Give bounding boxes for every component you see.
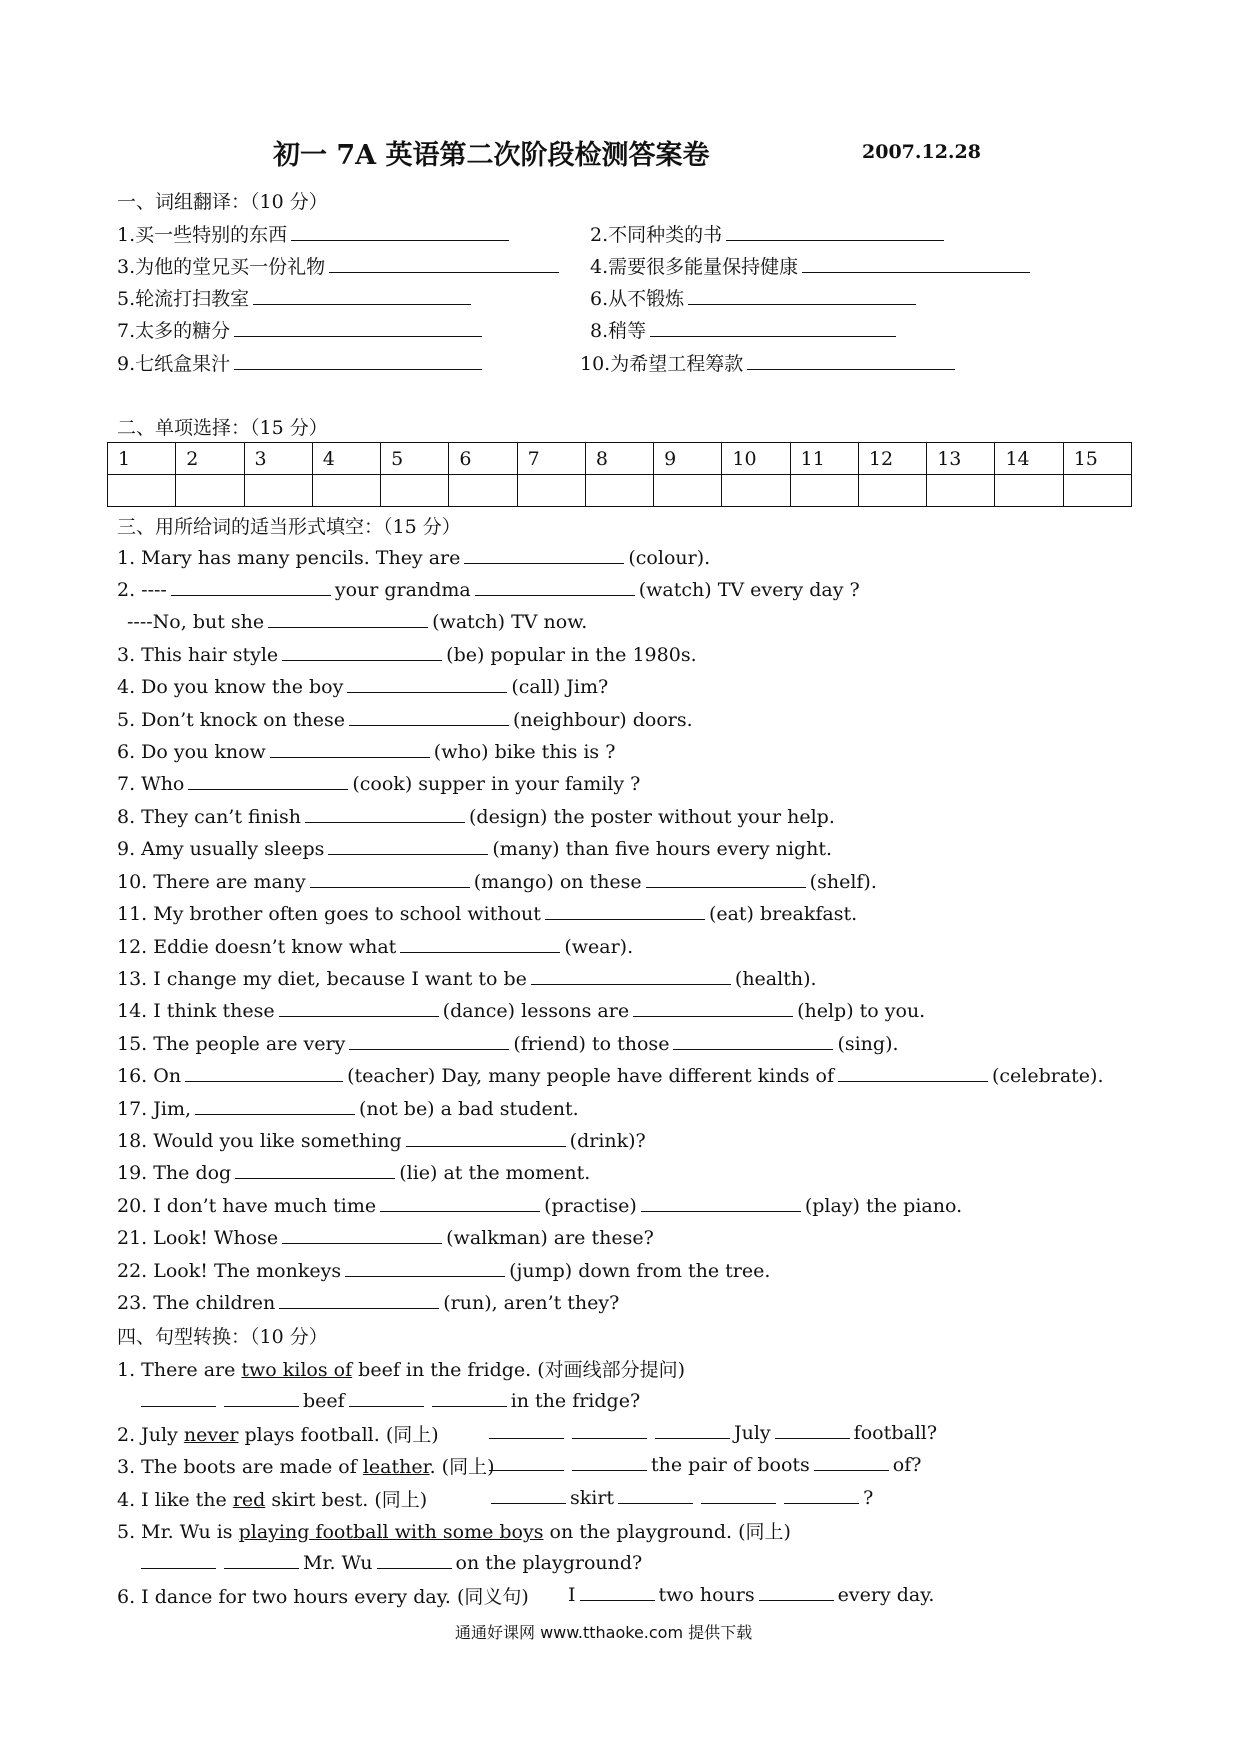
grid-number: 14: [995, 443, 1063, 475]
answer-blank[interactable]: [349, 707, 509, 726]
grid-answer-cell[interactable]: [108, 475, 176, 507]
answer-blank[interactable]: [282, 642, 442, 661]
grid-answer-cell[interactable]: [244, 475, 312, 507]
grid-number: 10: [722, 443, 790, 475]
answer-blank[interactable]: [282, 1225, 442, 1244]
grid-answer-row: [108, 475, 1132, 507]
fill-line: 3. This hair style (be) popular in the 1980s.: [117, 642, 697, 666]
section4-heading: 四、句型转换：（10 分）: [117, 1326, 328, 1348]
grid-answer-cell[interactable]: [858, 475, 926, 507]
answer-blank[interactable]: [141, 1388, 216, 1407]
exam-date: 2007.12.28: [862, 141, 981, 163]
section3-heading: 三、用所给词的适当形式填空：（15 分）: [117, 516, 461, 538]
answer-blank[interactable]: [759, 1582, 834, 1601]
fill-line: 17. Jim, (not be) a bad student.: [117, 1096, 579, 1120]
answer-blank[interactable]: [673, 1031, 833, 1050]
transform-question: 3. The boots are made of leather. (同上): [117, 1456, 495, 1478]
transform-question: 2. July never plays football. (同上): [117, 1424, 439, 1446]
fill-line: 23. The children (run), aren’t they?: [117, 1290, 619, 1314]
fill-line: 13. I change my diet, because I want to be (health).: [117, 966, 817, 990]
s1-item: 10.为希望工程筹款: [580, 349, 959, 376]
grid-number: 13: [927, 443, 995, 475]
s1-item: 5.轮流打扫教室: [117, 284, 475, 311]
answer-blank[interactable]: [655, 1420, 730, 1439]
answer-blank[interactable]: [329, 254, 559, 273]
grid-answer-cell[interactable]: [517, 475, 585, 507]
fill-line: 6. Do you know (who) bike this is ?: [117, 739, 615, 763]
grid-number: 5: [381, 443, 449, 475]
answer-blank[interactable]: [234, 351, 482, 370]
fill-line: 10. There are many (mango) on these (shelf).: [117, 869, 877, 893]
s1-item: 8.稍等: [590, 316, 900, 343]
s1-item: 3.为他的堂兄买一份礼物: [117, 252, 563, 279]
answer-blank[interactable]: [641, 1193, 801, 1212]
s1-item: 2.不同种类的书: [590, 220, 948, 247]
fill-line: 21. Look! Whose (walkman) are these?: [117, 1225, 654, 1249]
answer-blank[interactable]: [572, 1452, 647, 1471]
answer-blank[interactable]: [580, 1582, 655, 1601]
grid-answer-cell[interactable]: [995, 475, 1063, 507]
answer-blank[interactable]: [270, 739, 430, 758]
answer-blank[interactable]: [224, 1550, 299, 1569]
answer-blank[interactable]: [688, 286, 916, 305]
answer-blank[interactable]: [406, 1128, 566, 1147]
page-title: 初一 7A 英语第二次阶段检测答案卷: [273, 140, 710, 171]
answer-blank[interactable]: [400, 934, 560, 953]
answer-blank[interactable]: [491, 1485, 566, 1504]
answer-blank[interactable]: [464, 545, 624, 564]
grid-number: 3: [244, 443, 312, 475]
answer-blank[interactable]: [279, 998, 439, 1017]
grid-number: 8: [585, 443, 653, 475]
fill-line: 18. Would you like something (drink)?: [117, 1128, 646, 1152]
transform-answer: beef in the fridge?: [137, 1388, 640, 1412]
answer-blank[interactable]: [784, 1485, 859, 1504]
answer-blank[interactable]: [234, 318, 482, 337]
answer-blank[interactable]: [305, 804, 465, 823]
answer-blank[interactable]: [185, 1063, 343, 1082]
fill-line: 9. Amy usually sleeps (many) than five hours every night.: [117, 836, 832, 860]
answer-blank[interactable]: [291, 222, 509, 241]
transform-answer: skirt ?: [487, 1485, 873, 1509]
transform-question: 4. I like the red skirt best. (同上): [117, 1489, 428, 1511]
answer-blank[interactable]: [188, 771, 348, 790]
answer-blank[interactable]: [633, 998, 793, 1017]
fill-line: 16. On (teacher) Day, many people have different kinds of (celebrate).: [117, 1063, 1104, 1087]
grid-number: 15: [1063, 443, 1131, 475]
answer-blank[interactable]: [475, 577, 635, 596]
transform-question: 1. There are two kilos of beef in the fridge. (对画线部分提问): [117, 1359, 686, 1381]
answer-blank[interactable]: [650, 318, 896, 337]
fill-line: 4. Do you know the boy (call) Jim?: [117, 674, 608, 698]
fill-line: 8. They can’t finish (design) the poster without your help.: [117, 804, 835, 828]
section1-heading: 一、词组翻译：（10 分）: [117, 191, 328, 213]
fill-line: 20. I don’t have much time (practise) (play) the piano.: [117, 1193, 962, 1217]
s1-item: 7.太多的糖分: [117, 316, 486, 343]
answer-blank[interactable]: [377, 1550, 452, 1569]
answer-blank[interactable]: [775, 1420, 850, 1439]
s1-item: 6.从不锻炼: [590, 284, 920, 311]
answer-blank[interactable]: [345, 1258, 505, 1277]
answer-blank[interactable]: [726, 222, 944, 241]
answer-blank[interactable]: [545, 901, 705, 920]
answer-blank[interactable]: [349, 1031, 509, 1050]
s1-item: 9.七纸盒果汁: [117, 349, 486, 376]
answer-blank[interactable]: [814, 1452, 889, 1471]
answer-blank[interactable]: [279, 1290, 439, 1309]
answer-blank[interactable]: [268, 609, 428, 628]
answer-blank[interactable]: [195, 1096, 355, 1115]
answer-blank[interactable]: [253, 286, 471, 305]
answer-blank[interactable]: [489, 1420, 564, 1439]
grid-number: 9: [654, 443, 722, 475]
grid-answer-cell[interactable]: [654, 475, 722, 507]
transform-answer: the pair of boots of?: [485, 1452, 921, 1476]
grid-number: 11: [790, 443, 858, 475]
grid-answer-cell[interactable]: [722, 475, 790, 507]
answer-blank[interactable]: [380, 1193, 540, 1212]
answer-blank[interactable]: [747, 351, 955, 370]
fill-line: 2. ---- your grandma (watch) TV every day ?: [117, 577, 860, 601]
answer-blank[interactable]: [802, 254, 1030, 273]
s1-item: 4.需要很多能量保持健康: [590, 252, 1034, 279]
fill-line: 11. My brother often goes to school without (eat) breakfast.: [117, 901, 857, 925]
answer-blank[interactable]: [572, 1420, 647, 1439]
grid-answer-cell[interactable]: [927, 475, 995, 507]
answer-blank[interactable]: [171, 577, 331, 596]
fill-line: 12. Eddie doesn’t know what (wear).: [117, 934, 633, 958]
footer-source: 通通好课网 www.tthaoke.com 提供下载: [455, 1623, 753, 1642]
answer-blank[interactable]: [235, 1160, 395, 1179]
fill-line: 7. Who (cook) supper in your family ?: [117, 771, 640, 795]
grid-answer-cell[interactable]: [449, 475, 517, 507]
answer-blank[interactable]: [224, 1388, 299, 1407]
grid-number-row: [108, 443, 1132, 475]
fill-line: ----No, but she (watch) TV now.: [127, 609, 587, 633]
fill-line: 5. Don’t knock on these (neighbour) doors.: [117, 707, 693, 731]
grid-number: 4: [312, 443, 380, 475]
answer-blank[interactable]: [310, 869, 470, 888]
fill-line: 19. The dog (lie) at the moment.: [117, 1160, 590, 1184]
transform-question: 6. I dance for two hours every day. (同义句): [117, 1586, 529, 1608]
grid-number: 6: [449, 443, 517, 475]
grid-number: 1: [108, 443, 176, 475]
transform-question: 5. Mr. Wu is playing football with some boys on the playground. (同上): [117, 1521, 791, 1543]
answer-blank[interactable]: [489, 1452, 564, 1471]
answer-blank[interactable]: [349, 1388, 424, 1407]
grid-answer-cell[interactable]: [312, 475, 380, 507]
answer-blank[interactable]: [701, 1485, 776, 1504]
answer-grid: [107, 442, 1132, 507]
fill-line: 1. Mary has many pencils. They are (colour).: [117, 545, 710, 569]
answer-blank[interactable]: [328, 836, 488, 855]
grid-answer-cell[interactable]: [1063, 475, 1131, 507]
answer-blank[interactable]: [141, 1550, 216, 1569]
grid-answer-cell[interactable]: [585, 475, 653, 507]
answer-blank[interactable]: [347, 674, 507, 693]
answer-blank[interactable]: [618, 1485, 693, 1504]
transform-answer: July football?: [485, 1420, 937, 1444]
fill-line: 22. Look! The monkeys (jump) down from the tree.: [117, 1258, 770, 1282]
answer-blank[interactable]: [646, 869, 806, 888]
transform-answer: Mr. Wu on the playground?: [137, 1550, 642, 1574]
grid-answer-cell[interactable]: [176, 475, 244, 507]
grid-number: 2: [176, 443, 244, 475]
s1-item: 1.买一些特别的东西: [117, 220, 513, 247]
answer-blank[interactable]: [531, 966, 731, 985]
section2-heading: 二、单项选择：（15 分）: [117, 417, 328, 439]
answer-blank[interactable]: [432, 1388, 507, 1407]
grid-number: 12: [858, 443, 926, 475]
transform-answer: I two hours every day.: [568, 1582, 934, 1606]
grid-answer-cell[interactable]: [790, 475, 858, 507]
answer-blank[interactable]: [838, 1063, 988, 1082]
grid-answer-cell[interactable]: [381, 475, 449, 507]
fill-line: 14. I think these (dance) lessons are (help) to you.: [117, 998, 925, 1022]
grid-number: 7: [517, 443, 585, 475]
fill-line: 15. The people are very (friend) to those (sing).: [117, 1031, 899, 1055]
